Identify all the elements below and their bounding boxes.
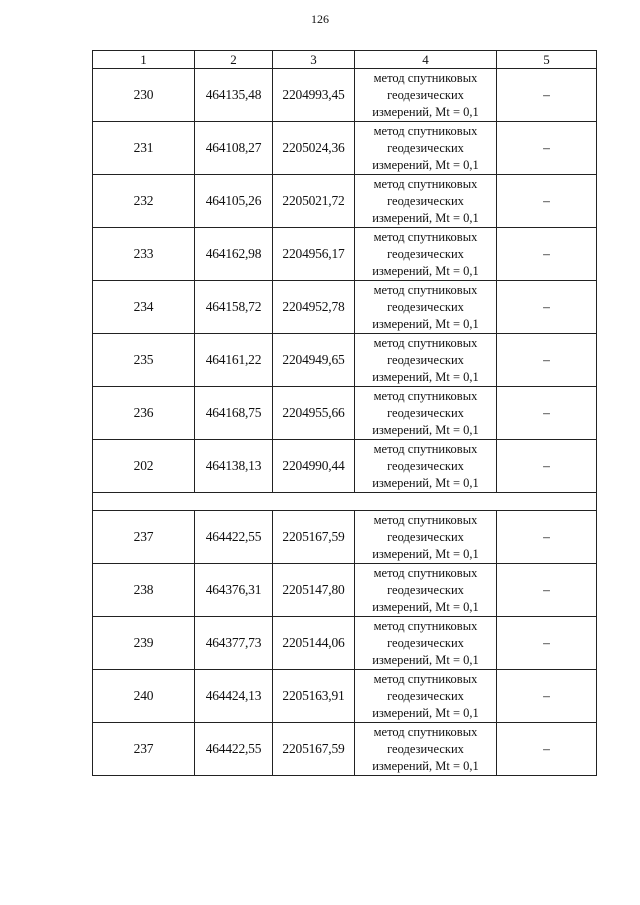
method-text-line: измерений, Mt = 0,1: [372, 157, 479, 172]
method-text-line: измерений, Mt = 0,1: [372, 263, 479, 278]
point-number-cell: 238: [93, 564, 195, 617]
point-number-cell: 236: [93, 387, 195, 440]
method-text-line: геодезических: [387, 352, 464, 367]
separator-row: [93, 493, 597, 511]
method-text-line: метод спутниковых: [373, 618, 478, 633]
column-5-cell: –: [497, 281, 597, 334]
method-text-line: геодезических: [387, 87, 464, 102]
method-text-line: измерений, Mt = 0,1: [372, 422, 479, 437]
method-text-line: метод спутниковых: [373, 441, 478, 456]
method-cell: [355, 334, 497, 387]
y-coordinate-cell: 2204952,78: [273, 281, 355, 334]
method-text-line: измерений, Mt = 0,1: [372, 475, 479, 490]
method-cell: [355, 69, 497, 122]
column-header-5: 5: [497, 51, 597, 69]
method-text-line: измерений, Mt = 0,1: [372, 599, 479, 614]
table-row: [93, 122, 597, 175]
point-number-cell: 237: [93, 723, 195, 776]
point-number-cell: 240: [93, 670, 195, 723]
table-row: [93, 387, 597, 440]
method-text-line: геодезических: [387, 140, 464, 155]
method-cell: [355, 387, 497, 440]
column-5-cell: –: [497, 334, 597, 387]
x-coordinate-cell: 464376,31: [195, 564, 273, 617]
page-number: 126: [311, 12, 329, 26]
point-number-cell: 230: [93, 69, 195, 122]
method-text-line: измерений, Mt = 0,1: [372, 705, 479, 720]
y-coordinate-cell: 2204993,45: [273, 69, 355, 122]
method-text-line: измерений, Mt = 0,1: [372, 210, 479, 225]
method-text-line: метод спутниковых: [373, 671, 478, 686]
method-text-line: геодезических: [387, 741, 464, 756]
point-number-cell: 231: [93, 122, 195, 175]
column-5-cell: –: [497, 511, 597, 564]
method-text-line: метод спутниковых: [373, 176, 478, 191]
table-row: [93, 175, 597, 228]
point-number-cell: 237: [93, 511, 195, 564]
separator-cell: [93, 493, 597, 511]
y-coordinate-cell: 2204955,66: [273, 387, 355, 440]
column-5-cell: –: [497, 440, 597, 493]
x-coordinate-cell: 464422,55: [195, 511, 273, 564]
method-text-line: измерений, Mt = 0,1: [372, 104, 479, 119]
table-row: [93, 564, 597, 617]
method-text-line: метод спутниковых: [373, 70, 478, 85]
method-text-line: метод спутниковых: [373, 123, 478, 138]
method-text-line: геодезических: [387, 582, 464, 597]
column-5-cell: –: [497, 122, 597, 175]
method-text-line: метод спутниковых: [373, 229, 478, 244]
x-coordinate-cell: 464424,13: [195, 670, 273, 723]
x-coordinate-cell: 464168,75: [195, 387, 273, 440]
method-cell: [355, 723, 497, 776]
table-row: [93, 723, 597, 776]
y-coordinate-cell: 2205024,36: [273, 122, 355, 175]
method-text-line: измерений, Mt = 0,1: [372, 758, 479, 773]
method-text-line: метод спутниковых: [373, 512, 478, 527]
y-coordinate-cell: 2205021,72: [273, 175, 355, 228]
point-number-cell: 234: [93, 281, 195, 334]
y-coordinate-cell: 2205167,59: [273, 511, 355, 564]
method-cell: [355, 281, 497, 334]
method-text-line: геодезических: [387, 458, 464, 473]
method-cell: [355, 122, 497, 175]
method-text-line: измерений, Mt = 0,1: [372, 369, 479, 384]
coordinates-table: [92, 50, 597, 776]
table-row: [93, 69, 597, 122]
x-coordinate-cell: 464377,73: [195, 617, 273, 670]
column-5-cell: –: [497, 670, 597, 723]
point-number-cell: 233: [93, 228, 195, 281]
table-body: [93, 69, 597, 776]
x-coordinate-cell: 464105,26: [195, 175, 273, 228]
table-row: [93, 440, 597, 493]
point-number-cell: 202: [93, 440, 195, 493]
column-5-cell: –: [497, 69, 597, 122]
x-coordinate-cell: 464108,27: [195, 122, 273, 175]
method-cell: [355, 175, 497, 228]
table-row: [93, 617, 597, 670]
table-row: [93, 334, 597, 387]
point-number-cell: 235: [93, 334, 195, 387]
point-number-cell: 232: [93, 175, 195, 228]
method-cell: [355, 511, 497, 564]
point-number-cell: 239: [93, 617, 195, 670]
method-text-line: измерений, Mt = 0,1: [372, 546, 479, 561]
column-5-cell: –: [497, 175, 597, 228]
method-text-line: измерений, Mt = 0,1: [372, 652, 479, 667]
table-header-row: [93, 51, 597, 69]
method-text-line: геодезических: [387, 193, 464, 208]
x-coordinate-cell: 464162,98: [195, 228, 273, 281]
method-text-line: геодезических: [387, 529, 464, 544]
method-cell: [355, 228, 497, 281]
method-cell: [355, 564, 497, 617]
method-cell: [355, 617, 497, 670]
table-row: [93, 281, 597, 334]
y-coordinate-cell: 2204990,44: [273, 440, 355, 493]
x-coordinate-cell: 464135,48: [195, 69, 273, 122]
column-header-2: 2: [195, 51, 273, 69]
column-5-cell: –: [497, 564, 597, 617]
y-coordinate-cell: 2205147,80: [273, 564, 355, 617]
column-5-cell: –: [497, 723, 597, 776]
column-5-cell: –: [497, 617, 597, 670]
x-coordinate-cell: 464422,55: [195, 723, 273, 776]
table-row: [93, 670, 597, 723]
method-text-line: метод спутниковых: [373, 282, 478, 297]
x-coordinate-cell: 464138,13: [195, 440, 273, 493]
column-5-cell: –: [497, 228, 597, 281]
y-coordinate-cell: 2204956,17: [273, 228, 355, 281]
y-coordinate-cell: 2205144,06: [273, 617, 355, 670]
method-text-line: метод спутниковых: [373, 388, 478, 403]
method-text-line: геодезических: [387, 635, 464, 650]
method-cell: [355, 440, 497, 493]
y-coordinate-cell: 2205167,59: [273, 723, 355, 776]
column-header-4: 4: [355, 51, 497, 69]
method-text-line: геодезических: [387, 688, 464, 703]
method-text-line: метод спутниковых: [373, 724, 478, 739]
table-row: [93, 228, 597, 281]
method-text-line: геодезических: [387, 405, 464, 420]
column-header-1: 1: [93, 51, 195, 69]
y-coordinate-cell: 2204949,65: [273, 334, 355, 387]
method-text-line: метод спутниковых: [373, 335, 478, 350]
method-text-line: измерений, Mt = 0,1: [372, 316, 479, 331]
method-text-line: геодезических: [387, 299, 464, 314]
method-text-line: метод спутниковых: [373, 565, 478, 580]
table-row: [93, 511, 597, 564]
column-5-cell: –: [497, 387, 597, 440]
x-coordinate-cell: 464158,72: [195, 281, 273, 334]
method-text-line: геодезических: [387, 246, 464, 261]
y-coordinate-cell: 2205163,91: [273, 670, 355, 723]
method-cell: [355, 670, 497, 723]
x-coordinate-cell: 464161,22: [195, 334, 273, 387]
column-header-3: 3: [273, 51, 355, 69]
